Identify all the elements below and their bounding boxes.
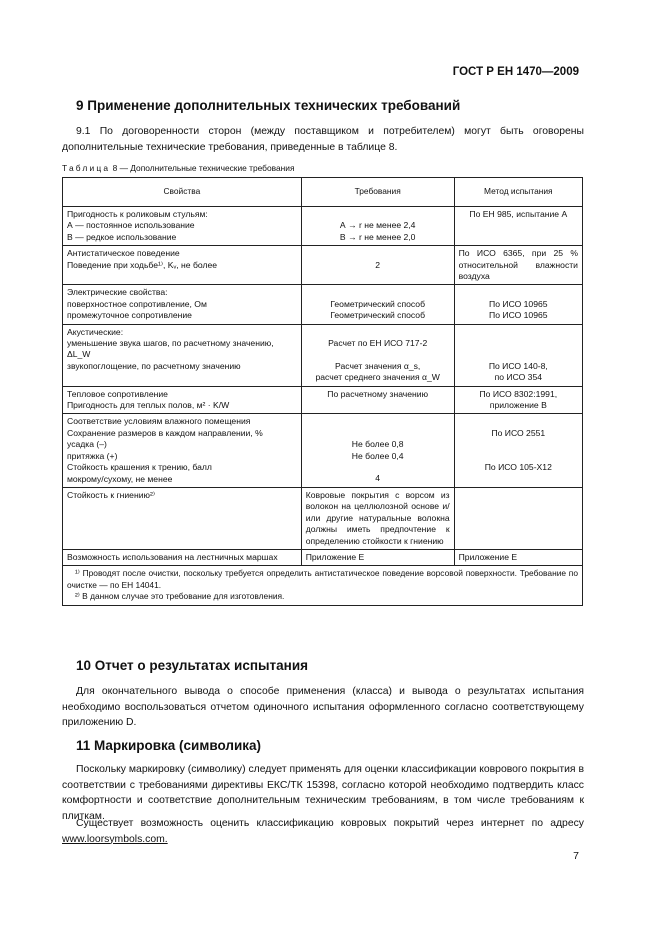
header-properties: Свойства — [63, 178, 302, 207]
cell-property: Стойкость к гниению²⁾ — [63, 487, 302, 549]
website-link[interactable]: www.loorsymbols.com. — [62, 833, 168, 845]
footnote-2: ²⁾ В данном случае это требование для изготовления. — [75, 591, 285, 602]
property-line: Стойкость крашения к трению, балл — [67, 462, 212, 473]
method-line: приложение В — [489, 400, 547, 411]
section-10-title: 10 Отчет о результатах испытания — [76, 658, 308, 673]
property-line: Акустические: — [67, 326, 124, 337]
section-9-paragraph: 9.1 По договоренности сторон (между поставщиком и потребителем) могут быть оговорены дополнительные технические требования, приведенные в таблице 8. — [62, 126, 584, 153]
requirement-line: Расчет значения α_s, — [335, 360, 421, 371]
property-line: усадка (–) — [67, 439, 107, 450]
requirement-line: Расчет по ЕН ИСО 717-2 — [328, 338, 428, 349]
table-row — [63, 324, 583, 386]
requirement-line: Не более 0,8 — [351, 439, 404, 450]
cell-property — [63, 386, 302, 414]
cell-requirement: Приложение Е — [301, 549, 454, 565]
cell-method — [454, 324, 582, 386]
property-line: Соответствие условиям влажного помещения — [67, 416, 251, 427]
cell-requirement — [301, 285, 454, 324]
property-line: А — постоянное использование — [67, 220, 195, 231]
table-row — [63, 487, 583, 549]
requirement-line: 2 — [375, 259, 381, 270]
property-line: Пригодность к роликовым стульям: — [67, 209, 208, 219]
section-11-paragraph-2-text: Существует возможность оценить классификацию ковровых покрытий через интернет по адресу — [76, 818, 584, 829]
method-line: По ИСО 8302:1991, — [479, 388, 558, 399]
table-footnotes — [63, 566, 583, 605]
cell-property — [63, 324, 302, 386]
table-caption-label: Таблица — [62, 163, 111, 173]
method-line: По ИСО 2551 — [491, 427, 546, 438]
cell-method — [454, 487, 582, 549]
cell-method: Приложение Е — [454, 549, 582, 565]
requirement-line: расчет среднего значения α_W — [315, 372, 440, 383]
cell-method — [454, 386, 582, 414]
cell-property — [63, 207, 302, 246]
cell-property — [63, 285, 302, 324]
table-row — [63, 414, 583, 487]
property-line: звукопоглощение, по расчетному значению — [67, 360, 241, 371]
property-line: Поведение при ходьбе¹⁾, Kᵥ, не более — [67, 259, 218, 270]
property-line: мокрому/сухому, не менее — [67, 473, 173, 484]
standard-number: ГОСТ Р ЕН 1470—2009 — [452, 66, 579, 78]
cell-method — [454, 414, 582, 487]
table-row — [63, 207, 583, 246]
property-line: уменьшение звука шагов, по расчетному значению, ΔL_W — [67, 338, 274, 360]
property-line: притяжка (+) — [67, 450, 118, 461]
table-caption — [62, 163, 295, 173]
section-11-paragraph-2 — [62, 816, 584, 847]
property-line: Пригодность для теплых полов, м² · K/W — [67, 400, 230, 411]
header-requirements: Требования — [301, 178, 454, 207]
property-line: Тепловое сопротивление — [67, 388, 168, 399]
cell-requirement — [301, 414, 454, 487]
method-line: По ИСО 105-X12 — [484, 462, 552, 473]
cell-property — [63, 414, 302, 487]
property-line: промежуточное сопротивление — [67, 310, 192, 321]
cell-requirement: Ковровые покрытия с ворсом из волокон на целлюлозной основе и/или другие натуральные волокна должны иметь предпочтение к определению стойкости к гниению — [301, 487, 454, 549]
requirement-line: А → r не менее 2,4 — [339, 220, 416, 231]
table-caption-text: 8 — Дополнительные технические требования — [112, 163, 295, 173]
section-9-title: 9 Применение дополнительных технических требований — [76, 98, 461, 113]
cell-requirement — [301, 207, 454, 246]
requirement-line: Геометрический способ — [330, 310, 426, 321]
requirement-line: Геометрический способ — [330, 298, 426, 309]
page-number: 7 — [573, 850, 579, 862]
property-line: В — редкое использование — [67, 231, 177, 242]
section-10-paragraph: Для окончательного вывода о способе применения (класса) и вывода о результатах испытания необходимо воспользоваться отчетом одиночного испытания оформленного согласно соответствующему приложению D. — [62, 686, 584, 728]
table-row — [63, 549, 583, 565]
footnote-1: ¹⁾ Проводят после очистки, поскольку требуется определить антистатическое поведение ворсовой поверхности. Требование по очистке — по ЕН 14041. — [67, 568, 578, 590]
requirement-line: 4 — [375, 473, 381, 484]
method-line: По ИСО 140-8, — [488, 360, 548, 371]
property-line: поверхностное сопротивление, Ом — [67, 298, 207, 309]
property-line: Антистатическое поведение — [67, 248, 180, 259]
table-row — [63, 285, 583, 324]
section-11-paragraph-1: Поскольку маркировку (символику) следует применять для оценки классификации коврового покрытия в соответствии с требованиями директивы ЕКС/ТК 15398, согласно которой необходимо подтвердить класс комфортности и соответствие дополнительным техническим требованиям, в том числе требованиям к плиткам. — [62, 764, 584, 822]
property-line: Электрические свойства: — [67, 287, 168, 298]
cell-property — [63, 246, 302, 285]
footnotes-cell — [63, 566, 583, 605]
table-row — [63, 246, 583, 285]
property-line: Сохранение размеров в каждом направлении, % — [67, 427, 263, 438]
cell-requirement — [301, 324, 454, 386]
cell-property: Возможность использования на лестничных маршах — [63, 549, 302, 565]
cell-requirement: По расчетному значению — [301, 386, 454, 414]
requirements-table — [62, 177, 583, 606]
section-11-title: 11 Маркировка (символика) — [76, 738, 262, 753]
method-line: по ИСО 354 — [494, 372, 543, 383]
cell-method — [454, 285, 582, 324]
cell-method: По ИСО 6365, при 25 % относительной влажности воздуха — [454, 246, 582, 285]
cell-method: По ЕН 985, испытание А — [454, 207, 582, 246]
requirement-line: В → r не менее 2,0 — [339, 231, 416, 242]
table-header-row — [63, 178, 583, 207]
method-line: По ИСО 10965 — [489, 298, 548, 309]
requirement-line: Не более 0,4 — [351, 450, 404, 461]
cell-requirement — [301, 246, 454, 285]
header-test-method: Метод испытания — [454, 178, 582, 207]
table-row — [63, 386, 583, 414]
method-line: По ИСО 10965 — [489, 310, 548, 321]
